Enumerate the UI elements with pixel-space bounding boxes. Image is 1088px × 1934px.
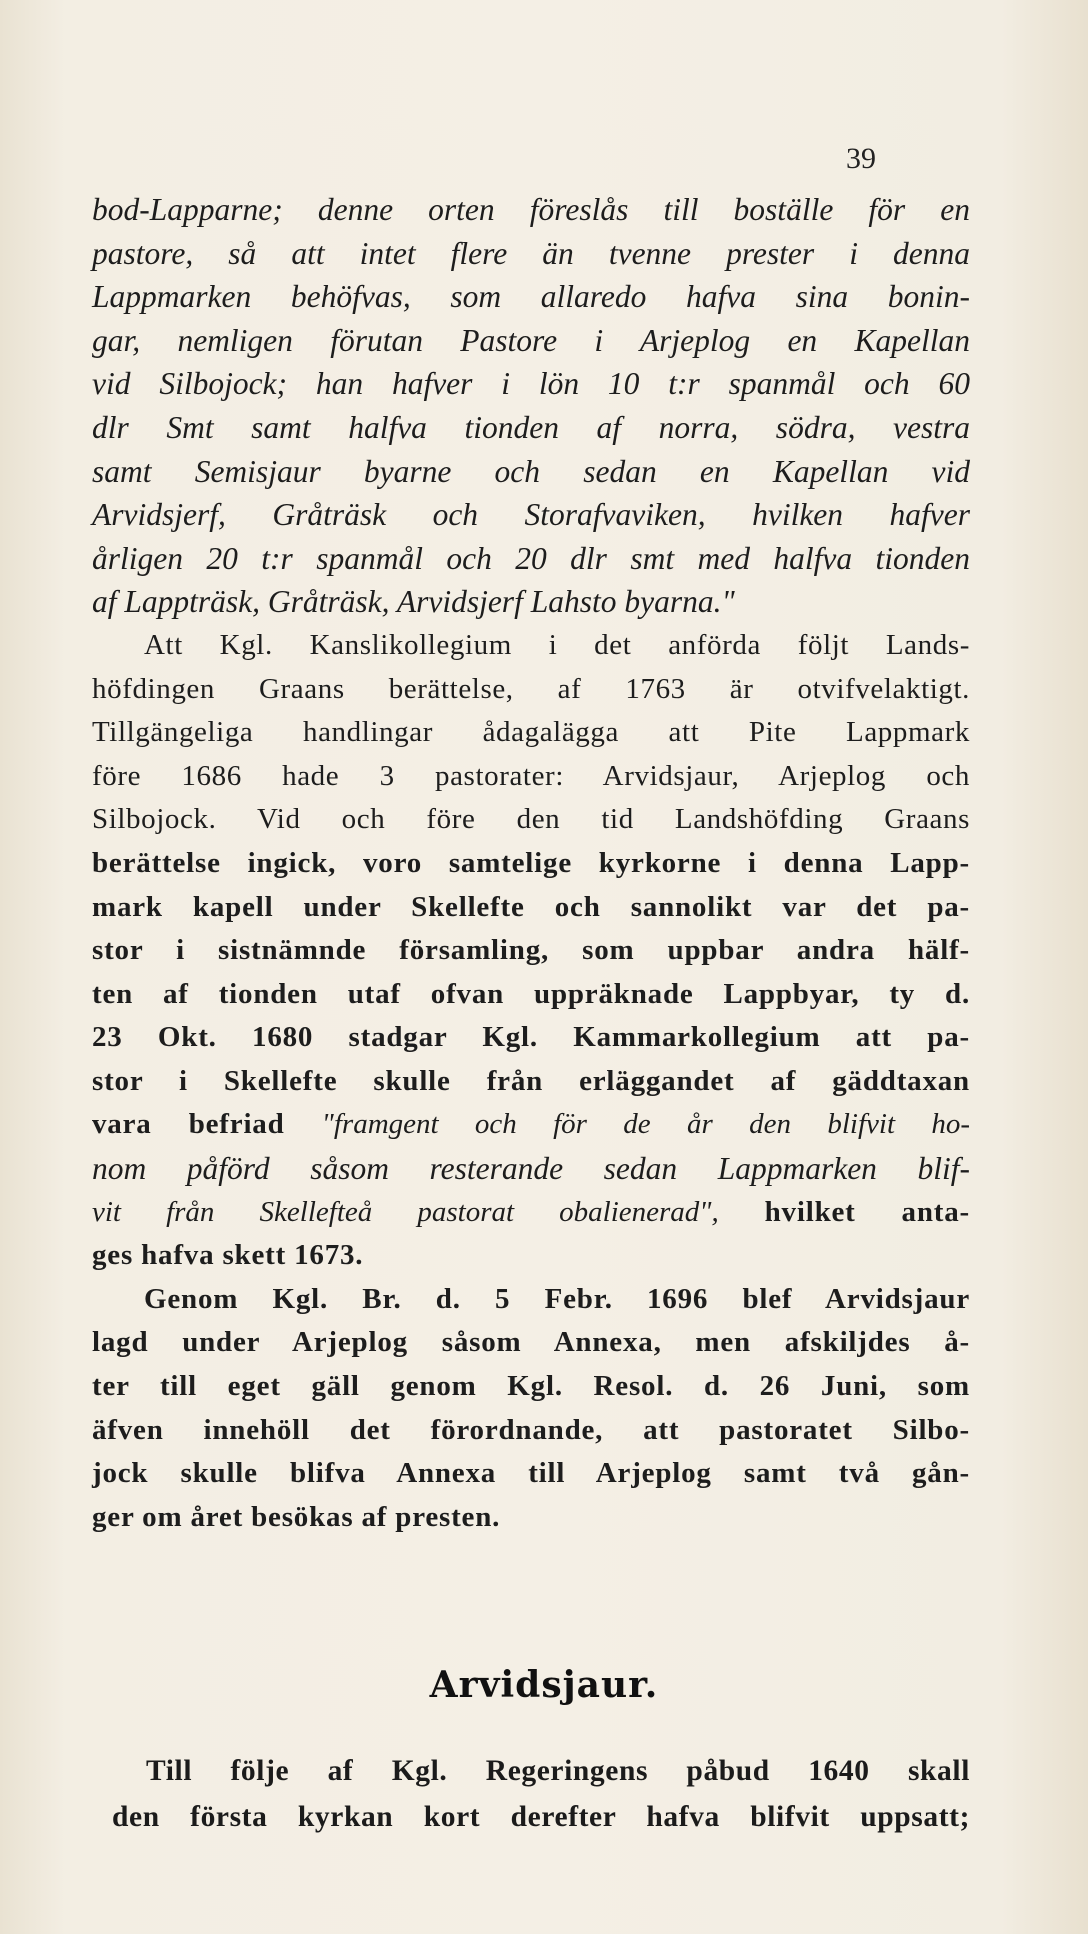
- paragraph-line: Tillgängeliga handlingar ådagalägga att Pite Lappmark: [92, 716, 970, 749]
- italic-quote-text: vit från Skellefteå pastorat obalienerad",: [92, 1195, 719, 1228]
- quote-block: [92, 188, 970, 624]
- quote-line: vid Silbojock; han hafver i lön 10 t:r spanmål och 60: [92, 366, 970, 402]
- section-text: [112, 1748, 970, 1840]
- quote-line: dlr Smt samt halfva tionden af norra, södra, vestra: [92, 409, 970, 445]
- paragraph-1: [92, 624, 970, 1278]
- paragraph-line-text: vara befriad: [92, 1108, 285, 1141]
- quote-line: Lappmarken behöfvas, som allaredo hafva sina bonin-: [92, 279, 970, 315]
- paragraph-line: jock skulle blifva Annexa till Arjeplog samt två gån-: [92, 1457, 970, 1490]
- italic-quote-text: "framgent och för de år den blifvit ho-: [321, 1108, 970, 1141]
- paragraph-line: Att Kgl. Kanslikollegium i det anförda följt Lands-: [144, 628, 970, 661]
- paragraph-line: stor i Skellefte skulle från erläggandet af gäddtaxan: [92, 1064, 970, 1097]
- quote-line: gar, nemligen förutan Pastore i Arjeplog en Kapellan: [92, 322, 970, 358]
- main-text: [92, 188, 970, 1539]
- paragraph-line: höfdingen Graans berättelse, af 1763 är otvifvelaktigt.: [92, 672, 970, 705]
- quote-line: bod-Lapparne; denne orten föreslås till boställe för en: [92, 192, 970, 227]
- quote-line: af Lappträsk, Gråträsk, Arvidsjerf Lahsto byarna.": [92, 584, 735, 620]
- paragraph-line: ten af tionden utaf ofvan uppräknade Lappbyar, ty d.: [92, 977, 970, 1010]
- paragraph-line: Till följe af Kgl. Regeringens påbud 1640 skall: [146, 1755, 970, 1787]
- paragraph-line: 23 Okt. 1680 stadgar Kgl. Kammarkollegium att pa-: [92, 1021, 970, 1054]
- paragraph-line: före 1686 hade 3 pastorater: Arvidsjaur, Arjeplog och: [92, 759, 970, 792]
- quote-line: pastore, så att intet flere än tvenne prester i denna: [92, 235, 970, 271]
- paragraph-line: mark kapell under Skellefte och sannolikt var det pa-: [92, 890, 970, 923]
- quote-line: årligen 20 t:r spanmål och 20 dlr smt med halfva tionden: [92, 540, 970, 576]
- paragraph-line-text: hvilket anta-: [764, 1195, 970, 1228]
- paragraph-line: Silbojock. Vid och före den tid Landshöfding Graans: [92, 803, 970, 836]
- paragraph-line: [92, 1191, 970, 1235]
- section-heading: Arvidsjaur.: [429, 1664, 659, 1706]
- paragraph-line: [92, 1103, 970, 1147]
- paragraph-line: ges hafva skett 1673.: [92, 1239, 364, 1272]
- italic-quote-line: nom påförd såsom resterande sedan Lappmarken blif-: [92, 1151, 970, 1187]
- paragraph-line: ger om året besökas af presten.: [92, 1500, 501, 1533]
- paragraph-line: Genom Kgl. Br. d. 5 Febr. 1696 blef Arvidsjaur: [144, 1282, 970, 1315]
- page-number: 39: [846, 142, 876, 175]
- quote-line: Arvidsjerf, Gråträsk och Storafvaviken, hvilken hafver: [92, 497, 970, 533]
- paragraph-line: lagd under Arjeplog såsom Annexa, men afskiljdes å-: [92, 1326, 970, 1359]
- paragraph-line: den första kyrkan kort derefter hafva blifvit uppsatt;: [112, 1801, 970, 1833]
- paragraph-2: [92, 1278, 970, 1540]
- quote-line: samt Semisjaur byarne och sedan en Kapellan vid: [92, 453, 970, 489]
- paragraph-line: äfven innehöll det förordnande, att pastoratet Silbo-: [92, 1413, 970, 1446]
- paragraph-line: stor i sistnämnde församling, som uppbar andra hälf-: [92, 934, 970, 967]
- paragraph-line: ter till eget gäll genom Kgl. Resol. d. 26 Juni, som: [92, 1370, 970, 1403]
- paragraph-line: berättelse ingick, voro samtelige kyrkorne i denna Lapp-: [92, 846, 970, 879]
